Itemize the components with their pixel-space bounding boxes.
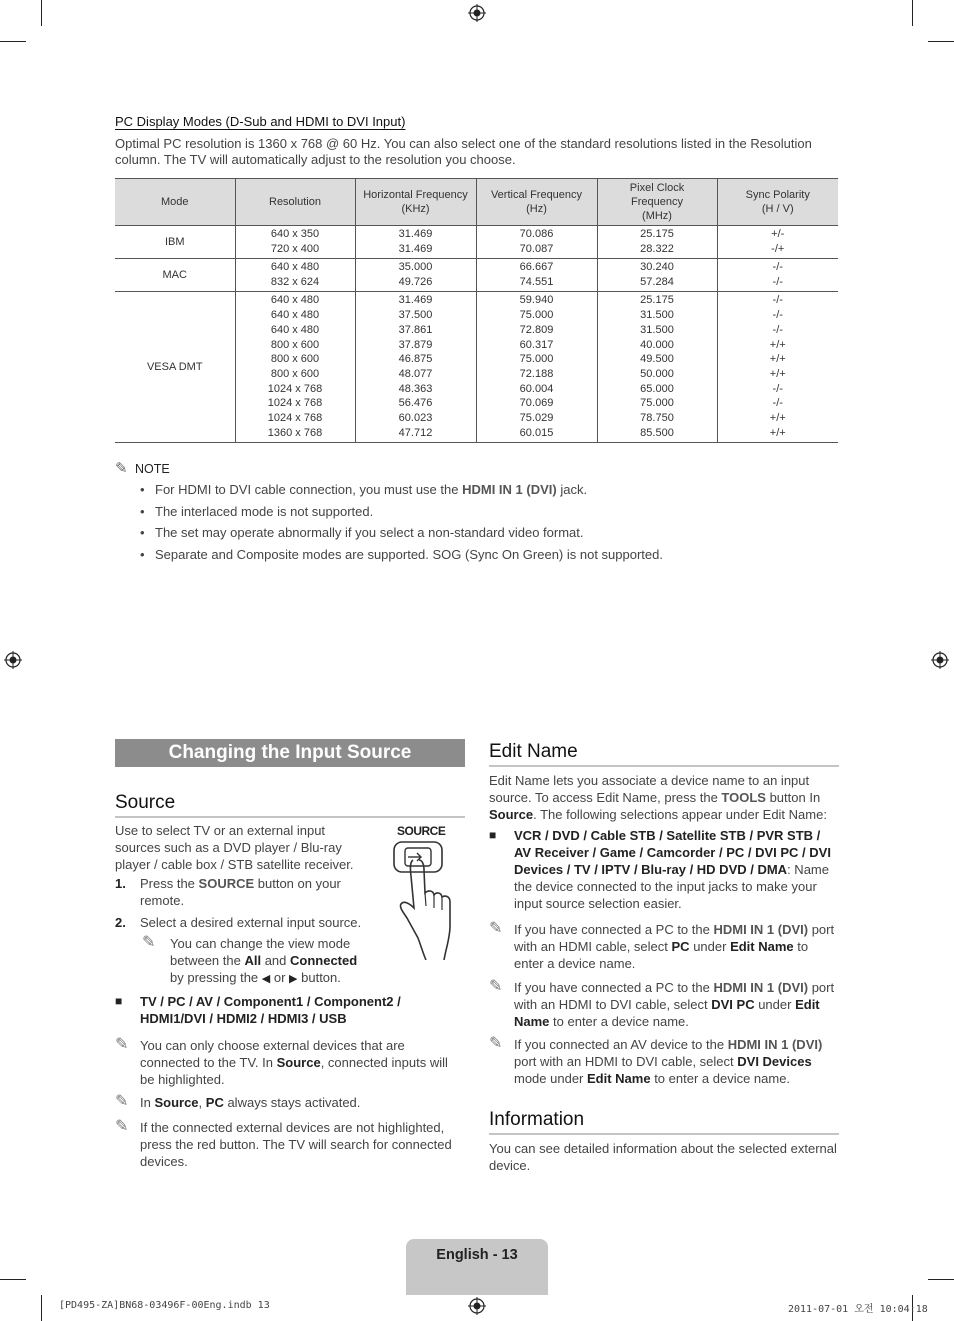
header-sync-polarity: Sync Polarity (H / V) [717, 179, 838, 226]
intro-bold: TOOLS [721, 790, 766, 805]
note-bold: Edit Name [587, 1071, 651, 1086]
cell-pixel-clock: 25.175 31.500 31.500 40.000 49.500 50.000 65.000 75.000 78.750 85.500 [597, 292, 717, 443]
note-bold: PC [671, 939, 690, 954]
registration-mark-icon [931, 651, 949, 669]
pencil-note-icon: ✎ [489, 1035, 503, 1052]
step-text-part: button on your remote. [140, 876, 341, 908]
cell-sync: -/- -/- -/- +/+ +/+ +/+ -/- -/- +/+ +/+ [717, 292, 838, 443]
table-row [115, 226, 838, 259]
source-note-3: If the connected external devices are not highlighted, press the red button. The TV will search for connected devices. [140, 1120, 452, 1169]
device-desc: : Name the device connected to the input jacks to make your input source selection easier. [514, 862, 829, 911]
cell-hfreq: 31.469 31.469 [355, 226, 476, 259]
note-text: port with an HDMI to DVI cable, select [514, 980, 835, 1012]
header-resolution: Resolution [235, 179, 355, 226]
note-text: , connected inputs will be highlighted. [140, 1055, 448, 1087]
note-text: to enter a device name. [514, 939, 809, 971]
inputs-list: TV / PC / AV / Component1 / Component2 / HDMI1/DVI / HDMI2 / HDMI3 / USB [140, 994, 401, 1026]
step-text-part: Press the [140, 876, 199, 891]
edit-note-2 [514, 979, 839, 1030]
note-text: You can only choose external devices that are connected to the TV. In [140, 1038, 405, 1070]
cell-sync: -/- -/- [717, 259, 838, 292]
source-note-1 [140, 1037, 460, 1088]
header-horizontal-frequency: Horizontal Frequency (KHz) [355, 179, 476, 226]
pencil-note-icon: ✎ [489, 920, 503, 937]
header-vertical-frequency: Vertical Frequency (Hz) [476, 179, 597, 226]
note-bold: Edit Name [514, 997, 820, 1029]
note-bold: Source [276, 1055, 321, 1070]
cell-vfreq: 70.086 70.087 [476, 226, 597, 259]
note-text: under [754, 997, 796, 1012]
edit-note-1 [514, 921, 839, 972]
edit-name-intro [489, 772, 834, 823]
information-text: You can see detailed information about the selected external device. [489, 1141, 837, 1173]
note-text: jack. [556, 482, 588, 497]
intro-text: button In [765, 790, 821, 805]
cell-vfreq: 66.667 74.551 [476, 259, 597, 292]
edit-name-heading: Edit Name [489, 741, 839, 767]
note-label: NOTE [135, 462, 170, 476]
intro-bold: Source [489, 807, 534, 822]
note-bold: HDMI IN 1 (DVI) [727, 1037, 823, 1052]
left-arrow-icon: ◀ [261, 973, 271, 985]
note-bold: HDMI IN 1 (DVI) [713, 980, 809, 995]
device-list [514, 827, 839, 912]
source-heading: Source [115, 792, 465, 818]
pencil-note-icon: ✎ [115, 460, 128, 477]
pencil-note-icon: ✎ [489, 978, 503, 995]
square-bullet-icon: ■ [115, 994, 123, 1008]
cell-sync: +/- -/+ [717, 226, 838, 259]
file-info: [PD495-ZA]BN68-03496F-00Eng.indb 13 [59, 1300, 270, 1311]
note-text: by pressing the [170, 970, 262, 985]
note-text: For HDMI to DVI cable connection, you must use the [155, 482, 463, 497]
note-text: and [261, 953, 290, 968]
note-text: under [689, 939, 731, 954]
step-number: 2. [115, 915, 126, 930]
header-mode: Mode [115, 179, 235, 226]
step-text [140, 875, 360, 909]
list-item: • The interlaced mode is not supported. [140, 501, 663, 523]
note-text: If you have connected a PC to the [514, 922, 714, 937]
intro-text: . The following selections appear under Edit Name: [533, 807, 827, 822]
registration-mark-icon [468, 1297, 486, 1315]
page-number-tab [406, 1239, 548, 1295]
table-row [115, 292, 838, 443]
page-label: English - 13 [436, 1247, 518, 1263]
note-text: always stays activated. [223, 1095, 361, 1110]
note-text: port with an HDMI to DVI cable, select [514, 1054, 738, 1069]
step-text: Select a desired external input source. [140, 915, 362, 930]
note-bold: All [244, 953, 262, 968]
note-bold: PC [205, 1095, 224, 1110]
note-bold: Connected [290, 953, 358, 968]
note-text: to enter a device name. [549, 1014, 689, 1029]
cell-hfreq: 31.469 37.500 37.861 37.879 46.875 48.077 48.363 56.476 60.023 47.712 [355, 292, 476, 443]
cell-pixel-clock: 30.240 57.284 [597, 259, 717, 292]
section-banner: Changing the Input Source [115, 739, 465, 767]
note-text: port with an HDMI cable, select [514, 922, 835, 954]
note-text: You can change the view mode between the [170, 936, 351, 968]
list-item: • The set may operate abnormally if you select a non-standard video format. [140, 522, 663, 544]
note-bold: DVI Devices [737, 1054, 812, 1069]
date-info: 2011-07-01 오전 10:04:18 [788, 1304, 928, 1315]
note-heading [115, 459, 170, 477]
note-text: If you have connected a PC to the [514, 980, 714, 995]
cell-hfreq: 35.000 49.726 [355, 259, 476, 292]
pencil-note-icon: ✎ [142, 934, 156, 951]
intro-paragraph: Optimal PC resolution is 1360 x 768 @ 60 Hz. You can also select one of the standard resolutions listed in the Resolution column. The TV will automatically adjust to the resolution you choose. [115, 136, 812, 167]
edit-note-3 [514, 1036, 839, 1087]
pencil-note-icon: ✎ [115, 1093, 129, 1110]
note-text: button. [297, 970, 341, 985]
note-text: If you connected an AV device to the [514, 1037, 728, 1052]
note-text: In [140, 1095, 155, 1110]
note-text: to enter a device name. [650, 1071, 791, 1086]
registration-mark-icon [468, 4, 486, 22]
cell-mode: MAC [115, 259, 235, 292]
step-2-note [170, 935, 370, 988]
cell-resolution: 640 x 480 832 x 624 [235, 259, 355, 292]
cell-resolution: 640 x 480 640 x 480 640 x 480 800 x 600 800 x 600 800 x 600 1024 x 768 1024 x 768 1024 x 768 1360 x 768 [235, 292, 355, 443]
information-heading: Information [489, 1109, 839, 1135]
cell-mode: VESA DMT [115, 292, 235, 443]
table-header-row [115, 179, 838, 226]
list-item: • Separate and Composite modes are supported. SOG (Sync On Green) is not supported. [140, 544, 663, 566]
header-pixel-clock: Pixel Clock Frequency (MHz) [597, 179, 717, 226]
cell-resolution: 640 x 350 720 x 400 [235, 226, 355, 259]
note-bold: Source [154, 1095, 199, 1110]
pencil-note-icon: ✎ [115, 1036, 129, 1053]
square-bullet-icon: ■ [489, 828, 497, 842]
table-row [115, 259, 838, 292]
note-text: mode under [514, 1071, 587, 1086]
step-bold: SOURCE [198, 876, 255, 891]
list-item [140, 479, 663, 501]
remote-hand-press-icon [388, 838, 464, 960]
step-number: 1. [115, 876, 126, 891]
right-arrow-icon: ▶ [289, 973, 298, 985]
cell-mode: IBM [115, 226, 235, 259]
pencil-note-icon: ✎ [115, 1118, 129, 1135]
display-modes-table [115, 178, 838, 443]
section-title: PC Display Modes (D-Sub and HDMI to DVI Input) [115, 114, 406, 129]
cell-pixel-clock: 25.175 28.322 [597, 226, 717, 259]
note-bold: HDMI IN 1 (DVI) [462, 482, 557, 497]
cell-vfreq: 59.940 75.000 72.809 60.317 75.000 72.188 60.004 70.069 75.029 60.015 [476, 292, 597, 443]
source-intro: Use to select TV or an external input sources such as a DVD player / Blu-ray player / cable box / STB satellite receiver. [115, 823, 354, 872]
notes-list [140, 479, 663, 566]
note-bold: Edit Name [730, 939, 794, 954]
intro-text: Edit Name lets you associate a device name to an input source. To access Edit Name, press the [489, 773, 810, 805]
remote-source-label: SOURCE [397, 824, 446, 838]
registration-mark-icon [4, 651, 22, 669]
note-text: , [198, 1095, 206, 1110]
note-text: or [270, 970, 290, 985]
note-bold: DVI PC [711, 997, 755, 1012]
device-names: VCR / DVD / Cable STB / Satellite STB / PVR STB / AV Receiver / Game / Camcorder / PC / DVI PC / DVI Devices / TV / IPTV / Blu-ray / HD DVD / DMA [514, 828, 831, 877]
source-note-2 [140, 1094, 460, 1111]
note-bold: HDMI IN 1 (DVI) [713, 922, 809, 937]
